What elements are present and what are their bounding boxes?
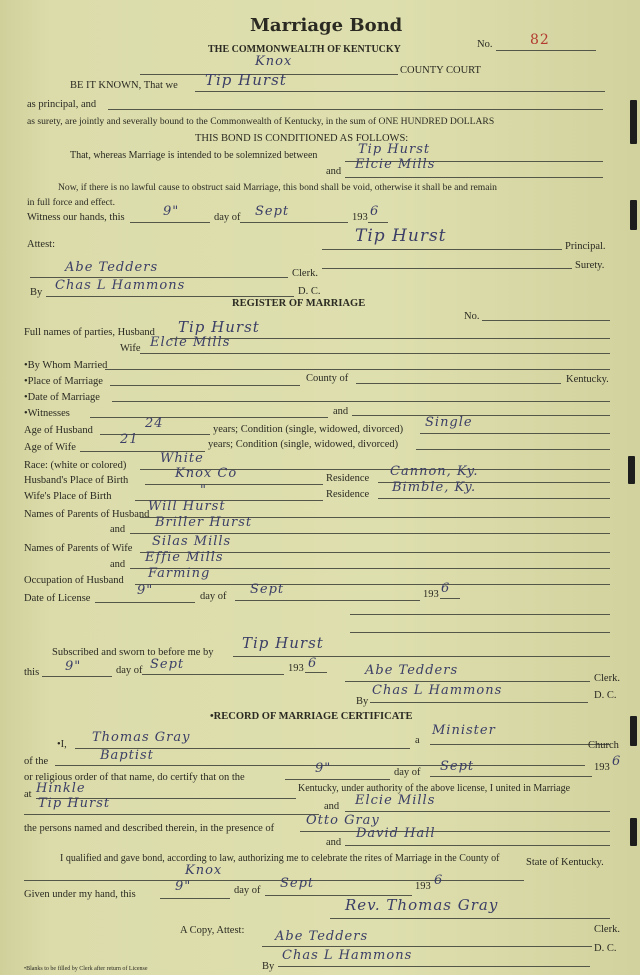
i-label: •I,: [57, 739, 67, 750]
condition-label: years; Condition (single, widowed, divorced): [213, 424, 404, 435]
register-no-label: No.: [464, 311, 480, 322]
sworn-year: 6: [308, 656, 318, 671]
dc-label: D. C.: [594, 943, 617, 954]
dc-signature: Chas L Hammons: [55, 278, 186, 293]
surety-statement: as surety, are jointly and severally bound to the Commonwealth of Kentucky, in the sum of ONE HUNDRED DOLLARS: [27, 116, 495, 127]
date-of-marriage-label: •Date of Marriage: [24, 392, 100, 403]
copy-dc-signature: Chas L Hammons: [282, 948, 413, 963]
county-court-label: COUNTY COURT: [400, 65, 481, 76]
whereas-text: That, whereas Marriage is intended to be solemnized between: [70, 150, 318, 161]
and-label: and: [326, 837, 342, 848]
race: White: [160, 451, 204, 466]
day-of-label: day of: [234, 885, 261, 896]
binder-clip: [628, 456, 635, 484]
date-license-label: Date of License: [24, 593, 91, 604]
day-of-label: day of: [116, 665, 143, 676]
county-name: Knox: [185, 863, 223, 878]
husband-birthplace: Knox Co: [175, 466, 238, 481]
cert-month: Sept: [440, 759, 475, 774]
be-it-known: BE IT KNOWN, That we: [70, 80, 178, 91]
condition-label: years; Condition (single, widowed, divorced): [208, 439, 399, 450]
principal-name: Tip Hurst: [205, 71, 287, 89]
residence-label: Residence: [326, 489, 370, 500]
sworn-day: 9": [65, 659, 82, 674]
this-label: this: [24, 667, 40, 678]
sworn-dc-signature: Chas L Hammons: [372, 683, 503, 698]
year-prefix: 193: [352, 212, 368, 223]
age-husband: 24: [145, 416, 164, 431]
binder-clip: [630, 200, 637, 230]
wife-mother: Effie Mills: [145, 550, 224, 565]
cert-year: 6: [612, 754, 622, 769]
clerk-signature: Abe Tedders: [65, 260, 159, 275]
copy-clerk-signature: Abe Tedders: [275, 929, 369, 944]
and-label: and: [333, 406, 349, 417]
in-full-force: in full force and effect.: [27, 197, 115, 208]
state-label: State of Kentucky.: [526, 857, 604, 868]
wife-father: Silas Mills: [152, 534, 232, 549]
principal-label: Principal.: [565, 241, 606, 252]
wife-label: Wife: [120, 343, 141, 354]
clerk-label: Clerk.: [292, 268, 318, 279]
license-month: Sept: [250, 582, 285, 597]
copy-attest-label: A Copy, Attest:: [180, 925, 245, 936]
binder-clip: [630, 100, 637, 144]
and-label: and: [326, 166, 342, 177]
witness-text: Witness our hands, this: [27, 212, 125, 223]
wife-birthplace: ": [200, 483, 207, 498]
and-label: and: [110, 524, 126, 535]
year-prefix: 193: [415, 881, 431, 892]
commonwealth-heading: THE COMMONWEALTH OF KENTUCKY: [208, 44, 401, 55]
parents-husband-label: Names of Parents of Husband: [24, 509, 150, 520]
attest-label: Attest:: [27, 239, 55, 250]
parents-wife-label: Names of Parents of Wife: [24, 543, 133, 554]
race-label: Race: (white or colored): [24, 460, 127, 471]
witness-two: David Hall: [356, 826, 436, 841]
clerk-label: Clerk.: [594, 924, 620, 935]
day-of-label: day of: [214, 212, 241, 223]
footnote: •Blanks to be filled by Clerk after return of License: [24, 966, 148, 972]
bond-number: 82: [530, 32, 550, 48]
qualified-text: I qualified and gave bond, according to law, authorizing me to celebrate the rites of Marriage in the County of: [60, 853, 500, 864]
year-prefix: 193: [594, 762, 610, 773]
party-one-name: Tip Hurst: [358, 142, 431, 157]
witness-day: 9": [163, 204, 180, 219]
witness-month: Sept: [255, 204, 290, 219]
and-label: and: [324, 801, 340, 812]
given-day: 9": [175, 879, 192, 894]
day-of-label: day of: [394, 767, 421, 778]
husband-father: Will Hurst: [148, 499, 226, 514]
persons-text: the persons named and described therein, in the presence of: [24, 823, 275, 834]
license-day: 9": [137, 583, 154, 598]
witness-year: 6: [370, 204, 380, 219]
husband-birth-label: Husband's Place of Birth: [24, 475, 129, 486]
binder-clip: [630, 716, 637, 746]
husband-residence: Cannon, Ky.: [390, 464, 479, 479]
religious-text: or religious order of that name, do certify that on the: [24, 772, 245, 783]
cert-day: 9": [315, 761, 332, 776]
bond-number-label: No.: [477, 39, 493, 50]
minister-signature: Rev. Thomas Gray: [345, 896, 499, 914]
minister-title: Minister: [432, 723, 496, 738]
and-label: and: [110, 559, 126, 570]
county-of-label: County of: [306, 373, 349, 384]
given-text: Given under my hand, this: [24, 889, 136, 900]
conditioned-heading: THIS BOND IS CONDITIONED AS FOLLOWS:: [195, 133, 409, 144]
husband-mother: Briller Hurst: [155, 515, 253, 530]
dc-label: D. C.: [594, 690, 617, 701]
a-label: a: [415, 735, 420, 746]
day-of-label: day of: [200, 591, 227, 602]
of-the-label: of the: [24, 756, 49, 767]
bond-county: Knox: [255, 54, 293, 69]
wife-residence: Bimble, Ky.: [392, 480, 477, 495]
now-if-text: Now, if there is no lawful cause to obstruct said Marriage, this bond shall be void, otherwise it shall be and remain: [58, 182, 497, 193]
at-label: at: [24, 789, 32, 800]
bride-name: Elcie Mills: [355, 793, 436, 808]
occupation: Farming: [148, 566, 211, 581]
kentucky-label: Kentucky.: [566, 374, 609, 385]
year-prefix: 193: [288, 663, 304, 674]
document-title: Marriage Bond: [250, 15, 403, 36]
church-label: Church: [588, 740, 619, 751]
marriage-place: Hinkle: [36, 781, 86, 796]
age-husband-label: Age of Husband: [24, 425, 93, 436]
dc-label: D. C.: [298, 286, 321, 297]
party-two-name: Elcie Mills: [355, 157, 436, 172]
sworn-clerk-signature: Abe Tedders: [365, 663, 459, 678]
residence-label: Residence: [326, 473, 370, 484]
age-wife: 21: [120, 432, 139, 447]
as-principal: as principal, and: [27, 99, 97, 110]
principal-signature: Tip Hurst: [355, 226, 447, 246]
license-year: 6: [441, 581, 451, 596]
husband-name: Tip Hurst: [178, 318, 260, 336]
age-wife-label: Age of Wife: [24, 442, 76, 453]
clerk-label: Clerk.: [594, 673, 620, 684]
sworn-month: Sept: [150, 657, 185, 672]
groom-name: Tip Hurst: [38, 796, 111, 811]
witness-one: Otto Gray: [306, 813, 380, 828]
church-name: Baptist: [100, 748, 154, 763]
wife-birth-label: Wife's Place of Birth: [24, 491, 112, 502]
binder-clip: [630, 818, 637, 846]
by-label: By: [356, 696, 369, 707]
given-month: Sept: [280, 876, 315, 891]
by-label: By: [262, 961, 275, 972]
wife-name: Elcie Mills: [150, 335, 231, 350]
sworn-by: Tip Hurst: [242, 634, 324, 652]
minister-name: Thomas Gray: [92, 730, 191, 745]
by-whom-label: •By Whom Married: [24, 360, 108, 371]
surety-label: Surety.: [575, 260, 605, 271]
full-names-label: Full names of parties, Husband: [24, 327, 155, 338]
witnesses-label: •Witnesses: [24, 408, 70, 419]
given-year: 6: [434, 873, 444, 888]
condition-husband: Single: [425, 415, 473, 430]
by-label: By: [30, 287, 43, 298]
kentucky-under-text: Kentucky, under authority of the above license, I united in Marriage: [298, 783, 571, 794]
year-prefix: 193: [423, 589, 439, 600]
certificate-heading: •RECORD OF MARRIAGE CERTIFICATE: [210, 711, 413, 722]
subscribed-text: Subscribed and sworn to before me by: [52, 647, 214, 658]
occupation-label: Occupation of Husband: [24, 575, 124, 586]
register-heading: REGISTER OF MARRIAGE: [232, 298, 366, 309]
place-label: •Place of Marriage: [24, 376, 103, 387]
